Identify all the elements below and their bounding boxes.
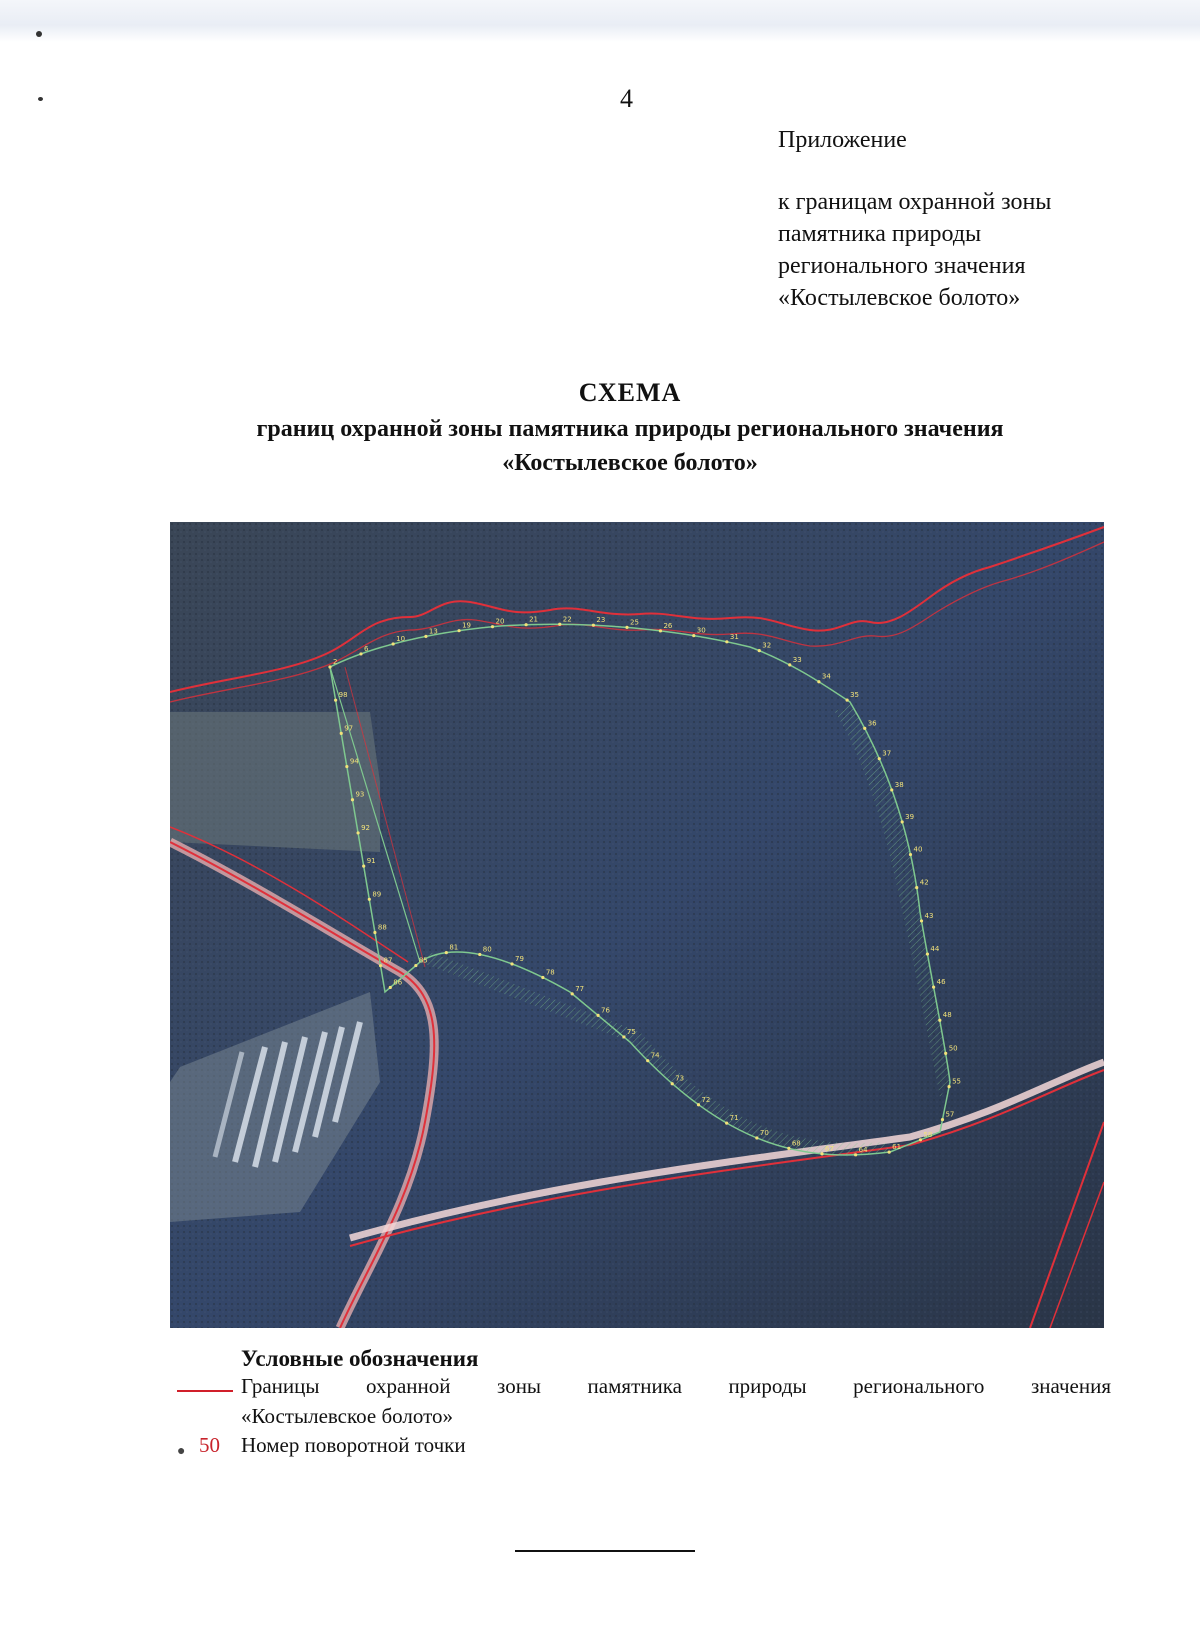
turning-point-label: 76 bbox=[601, 1006, 610, 1015]
turning-point-marker bbox=[414, 964, 417, 967]
turning-point-marker bbox=[692, 634, 695, 637]
turning-point-label: 40 bbox=[913, 845, 923, 854]
turning-point-label: 39 bbox=[905, 812, 915, 821]
legend-point-dot-icon: ● bbox=[177, 1444, 186, 1459]
turning-point-marker bbox=[334, 699, 337, 702]
appendix-line: регионального значения bbox=[778, 253, 1026, 279]
turning-point-marker bbox=[373, 931, 376, 934]
scan-speck bbox=[36, 31, 42, 37]
legend-boundary-text-cont: «Костылевское болото» bbox=[241, 1404, 453, 1428]
turning-point-marker bbox=[379, 964, 382, 967]
turning-point-marker bbox=[646, 1059, 649, 1062]
turning-point-marker bbox=[854, 1153, 857, 1156]
turning-point-label: 50 bbox=[948, 1044, 958, 1053]
turning-point-marker bbox=[938, 1019, 941, 1022]
turning-point-label: 21 bbox=[529, 615, 539, 624]
turning-point-marker bbox=[541, 976, 544, 979]
turning-point-marker bbox=[725, 640, 728, 643]
turning-point-marker bbox=[787, 1147, 790, 1150]
turning-point-marker bbox=[356, 831, 359, 834]
turning-point-label: 32 bbox=[762, 641, 772, 650]
turning-point-marker bbox=[392, 642, 395, 645]
scan-speck bbox=[38, 97, 43, 101]
turning-point-marker bbox=[592, 624, 595, 627]
turning-point-marker bbox=[478, 953, 481, 956]
turning-point-marker bbox=[328, 665, 331, 668]
turning-point-label: 88 bbox=[377, 923, 387, 932]
turning-point-label: 73 bbox=[675, 1074, 685, 1083]
appendix-block bbox=[778, 124, 1051, 314]
legend-boundary-text: Границы охранной зоны памятника природы регионального значения bbox=[241, 1374, 1111, 1398]
turning-point-label: 2 bbox=[333, 658, 338, 666]
turning-point-label: 92 bbox=[361, 823, 371, 832]
turning-point-label: 97 bbox=[344, 724, 354, 733]
legend-point-number: 50 bbox=[199, 1433, 220, 1457]
turning-point-marker bbox=[888, 1151, 891, 1154]
turning-point-marker bbox=[845, 698, 848, 701]
turning-point-marker bbox=[878, 757, 881, 760]
turning-point-label: 98 bbox=[338, 691, 348, 700]
turning-point-marker bbox=[525, 623, 528, 626]
turning-point-label: 80 bbox=[482, 945, 492, 954]
turning-point-label: 19 bbox=[462, 621, 472, 630]
turning-point-label: 78 bbox=[545, 968, 555, 977]
turning-point-marker bbox=[909, 853, 912, 856]
turning-point-marker bbox=[863, 727, 866, 730]
turning-point-marker bbox=[359, 652, 362, 655]
turning-point-label: 61 bbox=[892, 1143, 902, 1152]
turning-point-label: 30 bbox=[696, 626, 706, 635]
turning-point-label: 48 bbox=[942, 1011, 952, 1020]
turning-point-marker bbox=[340, 732, 343, 735]
turning-point-label: 71 bbox=[729, 1114, 739, 1123]
turning-point-label: 34 bbox=[821, 672, 831, 681]
turning-point-marker bbox=[445, 951, 448, 954]
turning-point-marker bbox=[558, 623, 561, 626]
turning-point-marker bbox=[659, 629, 662, 632]
turning-point-label: 37 bbox=[882, 749, 892, 758]
turning-point-label: 86 bbox=[393, 978, 403, 987]
appendix-line: «Костылевское болото» bbox=[778, 285, 1021, 311]
turning-point-marker bbox=[510, 962, 513, 965]
turning-point-marker bbox=[596, 1014, 599, 1017]
turning-point-label: 93 bbox=[355, 790, 365, 799]
turning-point-label: 57 bbox=[945, 1110, 955, 1119]
turning-point-label: 36 bbox=[867, 719, 877, 728]
turning-point-marker bbox=[926, 952, 929, 955]
scheme-title: СХЕМА bbox=[578, 378, 682, 407]
turning-point-label: 75 bbox=[626, 1027, 636, 1036]
turning-point-label: 89 bbox=[372, 890, 382, 899]
turning-point-marker bbox=[725, 1122, 728, 1125]
turning-point-label: 13 bbox=[428, 627, 438, 636]
legend-title: Условные обозначения bbox=[241, 1346, 479, 1371]
turning-point-label: 85 bbox=[418, 956, 428, 965]
turning-point-label: 26 bbox=[663, 621, 673, 630]
turning-point-marker bbox=[351, 798, 354, 801]
turning-point-label: 72 bbox=[701, 1095, 711, 1104]
turning-point-marker bbox=[625, 626, 628, 629]
turning-point-marker bbox=[345, 765, 348, 768]
turning-point-marker bbox=[622, 1035, 625, 1038]
scheme-subtitle-line: границ охранной зоны памятника природы регионального значения bbox=[256, 416, 1004, 442]
turning-point-label: 44 bbox=[930, 945, 940, 954]
turning-point-label: 35 bbox=[850, 691, 860, 700]
turning-point-label: 74 bbox=[650, 1051, 660, 1060]
turning-point-marker bbox=[915, 886, 918, 889]
appendix-heading: Приложение bbox=[778, 127, 907, 153]
turning-point-label: 91 bbox=[366, 857, 376, 866]
turning-point-label: 20 bbox=[495, 617, 505, 626]
turning-point-label: 22 bbox=[562, 615, 572, 624]
turning-point-label: 68 bbox=[791, 1139, 801, 1148]
appendix-line: к границам охранной зоны bbox=[778, 189, 1052, 215]
turning-point-label: 33 bbox=[792, 655, 802, 664]
turning-point-label: 70 bbox=[759, 1128, 769, 1137]
turning-point-label: 79 bbox=[515, 954, 524, 963]
turning-point-marker bbox=[901, 820, 904, 823]
turning-point-label: 6 bbox=[363, 644, 369, 653]
appendix-line: памятника природы bbox=[778, 221, 982, 247]
turning-point-marker bbox=[788, 663, 791, 666]
clearing-field bbox=[170, 712, 380, 852]
turning-point-label: 55 bbox=[952, 1077, 961, 1086]
turning-point-label: 87 bbox=[383, 956, 393, 965]
turning-point-label: 43 bbox=[924, 911, 934, 920]
turning-point-marker bbox=[944, 1052, 947, 1055]
turning-point-marker bbox=[457, 629, 460, 632]
scheme-subtitle-line: «Костылевское болото» bbox=[502, 450, 758, 476]
turning-point-marker bbox=[755, 1136, 758, 1139]
legend-boundary-line-icon bbox=[177, 1390, 233, 1392]
turning-point-marker bbox=[697, 1103, 700, 1106]
turning-point-label: 46 bbox=[936, 978, 946, 987]
page-number: 4 bbox=[620, 84, 633, 113]
turning-point-marker bbox=[820, 1152, 823, 1155]
turning-point-marker bbox=[817, 680, 820, 683]
turning-point-marker bbox=[368, 898, 371, 901]
turning-point-label: 94 bbox=[349, 757, 359, 766]
turning-point-marker bbox=[920, 919, 923, 922]
scheme-subtitle bbox=[0, 412, 1200, 480]
turning-point-marker bbox=[919, 1138, 922, 1141]
turning-point-marker bbox=[491, 625, 494, 628]
turning-point-label: 23 bbox=[596, 616, 606, 625]
scan-header-band bbox=[0, 0, 1200, 42]
turning-point-marker bbox=[571, 992, 574, 995]
turning-point-label: 67 bbox=[825, 1144, 834, 1153]
turning-point-marker bbox=[890, 788, 893, 791]
turning-point-marker bbox=[389, 986, 392, 989]
bottom-separator bbox=[515, 1550, 695, 1552]
turning-point-marker bbox=[362, 865, 365, 868]
turning-point-label: 25 bbox=[629, 618, 639, 627]
turning-point-marker bbox=[424, 635, 427, 638]
turning-point-marker bbox=[932, 986, 935, 989]
turning-point-label: 64 bbox=[858, 1145, 868, 1154]
forest-texture bbox=[170, 522, 1104, 1328]
map-svg bbox=[170, 522, 1104, 1328]
turning-point-label: 58 bbox=[923, 1130, 933, 1139]
turning-point-label: 31 bbox=[729, 632, 739, 641]
satellite-map bbox=[170, 522, 1104, 1328]
legend-point-text: Номер поворотной точки bbox=[241, 1433, 466, 1457]
turning-point-label: 42 bbox=[919, 878, 929, 887]
turning-point-marker bbox=[947, 1085, 950, 1088]
turning-point-label: 77 bbox=[575, 984, 585, 993]
turning-point-label: 38 bbox=[894, 780, 904, 789]
turning-point-label: 81 bbox=[449, 943, 459, 952]
turning-point-marker bbox=[758, 649, 761, 652]
turning-point-marker bbox=[941, 1118, 944, 1121]
turning-point-label: 10 bbox=[396, 634, 406, 643]
turning-point-marker bbox=[671, 1082, 674, 1085]
